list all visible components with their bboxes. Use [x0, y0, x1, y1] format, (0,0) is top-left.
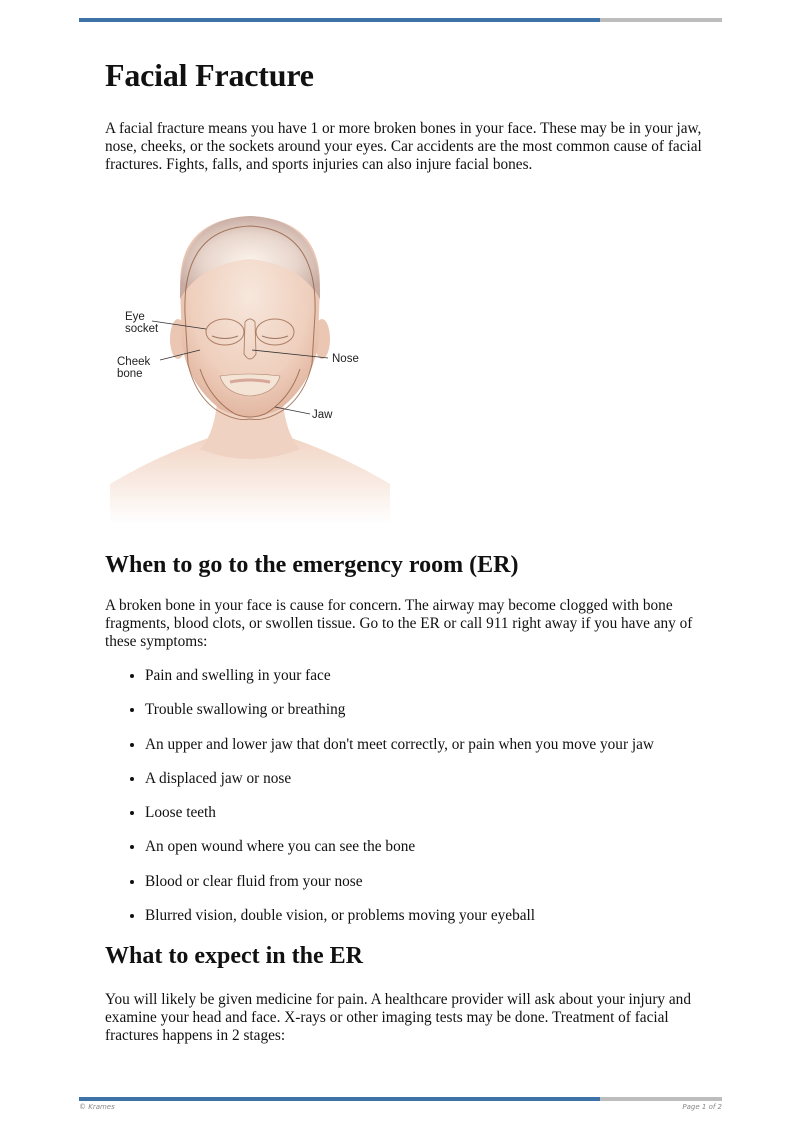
header-bar-accent	[79, 18, 600, 22]
symptom-item: • A displaced jaw or nose	[145, 770, 705, 788]
label-cheek-bone-line1: Cheek	[117, 356, 151, 368]
facial-bones-illustration	[100, 204, 400, 534]
section-heading-expect: What to expect in the ER	[105, 943, 363, 970]
section-what-to-expect	[105, 941, 705, 1045]
symptom-item: • Blood or clear fluid from your nose	[145, 873, 705, 891]
footer-copyright: © Krames	[79, 1103, 115, 1111]
label-cheek-bone-line2: bone	[117, 368, 143, 380]
label-jaw: Jaw	[312, 409, 333, 421]
label-nose: Nose	[332, 353, 359, 365]
symptom-item: • An open wound where you can see the bone	[145, 838, 705, 856]
symptom-list	[105, 667, 705, 925]
label-cheek-bone	[117, 356, 150, 380]
section-expect-paragraph: You will likely be given medicine for pain. A healthcare provider will ask about your injury and examine your head and face. X-rays or other imaging tests may be done. Treatment of facial fractures happens in 2 stages:	[105, 991, 691, 1045]
page-title: Facial Fracture	[105, 57, 314, 93]
symptom-item: • An upper and lower jaw that don't meet correctly, or pain when you move your jaw	[145, 736, 705, 754]
label-eye-socket-line1: Eye	[125, 311, 145, 323]
label-eye-socket-line2: socket	[125, 323, 159, 335]
footer-bar	[79, 1097, 722, 1101]
section-heading-er: When to go to the emergency room (ER)	[105, 552, 519, 578]
symptom-item: • Trouble swallowing or breathing	[145, 701, 705, 719]
section-when-to-go-er	[105, 550, 705, 925]
symptom-item: • Pain and swelling in your face	[145, 667, 705, 685]
label-eye-socket	[125, 311, 158, 335]
intro-paragraph: A facial fracture means you have 1 or more broken bones in your face. These may be in your jaw, nose, cheeks, or the sockets around your eyes. Car accidents are the most common cause of facial fractures. Fights, falls, and sports injuries can also injure facial bones.	[105, 120, 702, 173]
symptom-item: • Loose teeth	[145, 804, 705, 822]
header-bar	[79, 18, 722, 22]
footer-bar-accent	[79, 1097, 600, 1101]
document-content	[105, 52, 705, 1045]
footer-page-number: Page 1 of 2	[682, 1103, 722, 1111]
symptom-item: • Blurred vision, double vision, or problems moving your eyeball	[145, 907, 705, 925]
section-er-paragraph: A broken bone in your face is cause for concern. The airway may become clogged with bone fragments, blood clots, or swollen tissue. Go to the ER or call 911 right away if you have any of these symptoms:	[105, 597, 693, 650]
